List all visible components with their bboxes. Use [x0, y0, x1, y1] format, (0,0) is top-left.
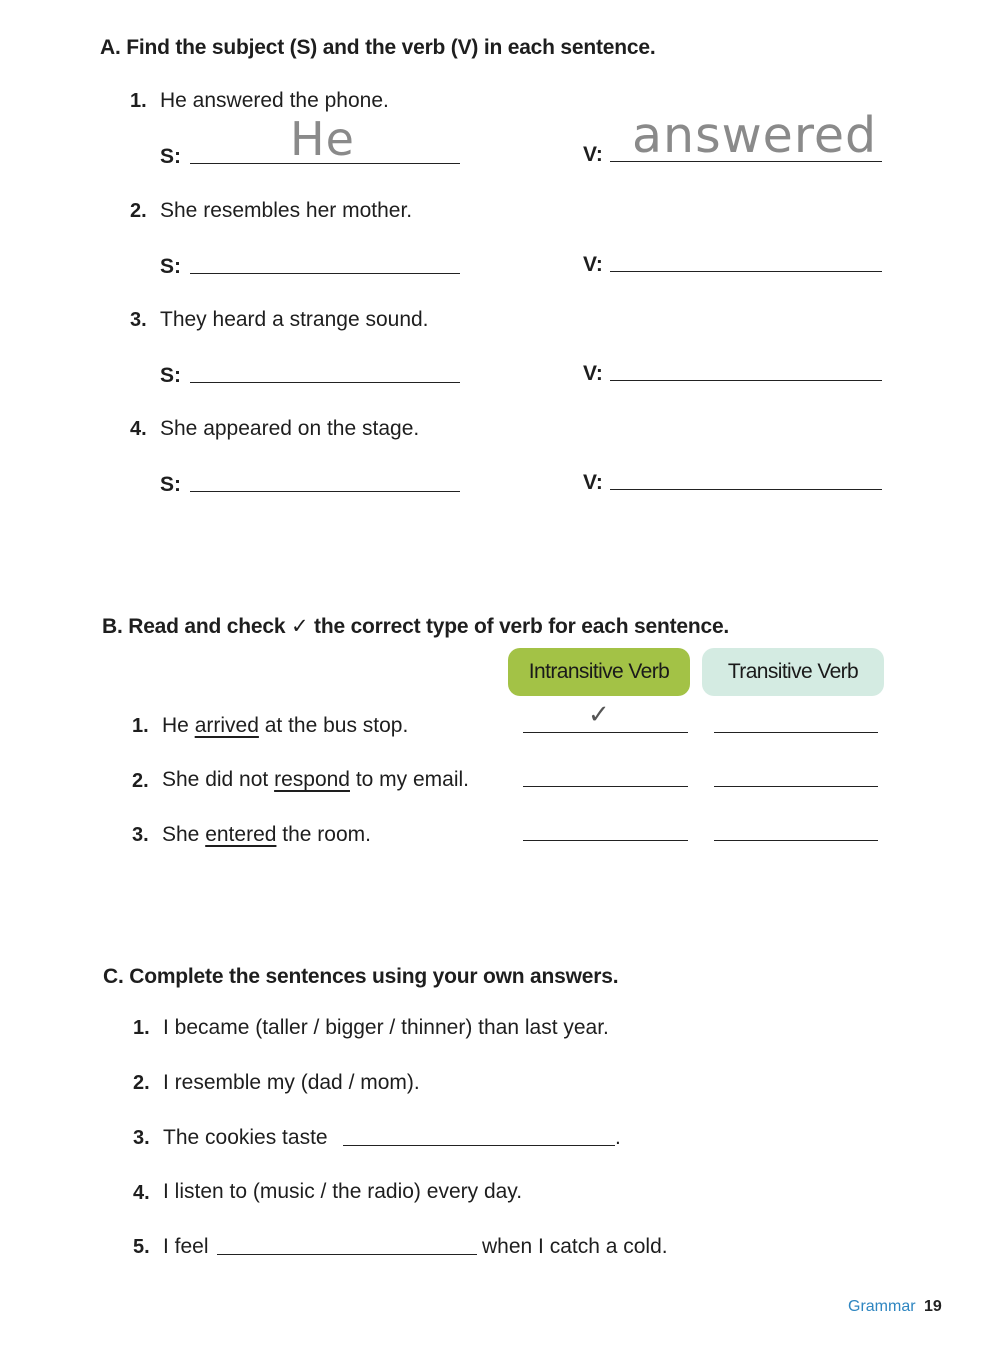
- b-item-3-text-end: the room.: [276, 823, 371, 846]
- c-item-5-text-start: I feel: [163, 1235, 209, 1258]
- c-item-3-text-end: .: [615, 1126, 621, 1149]
- c-item-1-number: 1.: [133, 1017, 150, 1039]
- intransitive-verb-label: Intransitive Verb: [528, 660, 670, 683]
- section-b-heading-end: the correct type of verb for each sentence.: [314, 615, 730, 638]
- section-b-heading-start: B. Read and check: [102, 615, 286, 638]
- a-item-1-v-label: V:: [583, 143, 603, 166]
- a-item-2-v-label: V:: [583, 253, 603, 276]
- c-item-3-number: 3.: [133, 1127, 150, 1149]
- b-item-2-number: 2.: [132, 770, 149, 792]
- a-item-4-s-answer-line[interactable]: [190, 491, 460, 492]
- c-item-4-sentence: I listen to (music / the radio) every day.: [163, 1180, 523, 1203]
- b-item-1-check-mark-icon: ✓: [588, 700, 610, 730]
- c-item-3-text-start: The cookies taste: [163, 1126, 328, 1149]
- section-c-heading: C. Complete the sentences using your own answers.: [103, 965, 619, 988]
- a-item-3-v-answer-line[interactable]: [610, 380, 882, 381]
- check-mark-icon: ✓: [290, 614, 309, 638]
- a-item-3-sentence: They heard a strange sound.: [160, 308, 429, 331]
- a-item-1-number: 1.: [130, 90, 147, 112]
- b-item-1-number: 1.: [132, 715, 149, 737]
- b-item-1-text-start: He: [162, 714, 195, 737]
- intransitive-verb-column-header: [508, 648, 690, 696]
- page-number: 19: [924, 1298, 942, 1315]
- a-item-2-sentence: She resembles her mother.: [160, 199, 413, 222]
- transitive-verb-column-header: [702, 648, 884, 696]
- a-item-1-v-answer: answered: [632, 107, 878, 164]
- b-item-2-text-end: to my email.: [349, 768, 470, 791]
- section-b-heading: [102, 614, 729, 639]
- b-item-2-text-start: She did not: [162, 768, 275, 791]
- a-item-4-number: 4.: [130, 418, 147, 440]
- b-item-3-intransitive-blank[interactable]: [523, 840, 688, 841]
- b-item-2-transitive-blank[interactable]: [714, 786, 878, 787]
- a-item-3-s-answer-line[interactable]: [190, 382, 460, 383]
- b-item-1-text-end: at the bus stop.: [258, 714, 409, 737]
- b-item-3-number: 3.: [132, 824, 149, 846]
- a-item-4-sentence: She appeared on the stage.: [160, 417, 420, 440]
- transitive-verb-label: Transitive Verb: [727, 660, 859, 683]
- a-item-4-s-label: S:: [160, 473, 181, 496]
- b-item-1-verb: arrived: [194, 714, 259, 737]
- b-item-3-sentence: [162, 823, 371, 847]
- c-item-5-answer-blank[interactable]: [217, 1254, 477, 1255]
- c-item-1-sentence: I became (taller / bigger / thinner) than last year.: [163, 1016, 609, 1039]
- a-item-1-s-label: S:: [160, 145, 181, 168]
- page-footer: [848, 1298, 942, 1316]
- b-item-1-transitive-blank[interactable]: [714, 732, 878, 733]
- a-item-1-s-answer: He: [290, 112, 355, 166]
- b-item-1-sentence: [162, 714, 408, 738]
- c-item-5-text-end: when I catch a cold.: [482, 1235, 668, 1258]
- a-item-2-v-answer-line[interactable]: [610, 271, 882, 272]
- section-a-heading: A. Find the subject (S) and the verb (V) in each sentence.: [100, 36, 656, 59]
- a-item-3-v-label: V:: [583, 362, 603, 385]
- a-item-2-number: 2.: [130, 200, 147, 222]
- a-item-4-v-answer-line[interactable]: [610, 489, 882, 490]
- footer-section-name: Grammar: [848, 1298, 916, 1315]
- c-item-2-number: 2.: [133, 1072, 150, 1094]
- b-item-3-verb: entered: [205, 823, 277, 846]
- a-item-4-v-label: V:: [583, 471, 603, 494]
- a-item-3-s-label: S:: [160, 364, 181, 387]
- c-item-4-number: 4.: [133, 1182, 150, 1204]
- b-item-1-intransitive-blank[interactable]: [523, 732, 688, 733]
- b-item-3-transitive-blank[interactable]: [714, 840, 878, 841]
- c-item-2-sentence: I resemble my (dad / mom).: [163, 1071, 420, 1094]
- c-item-3-answer-blank[interactable]: [343, 1145, 615, 1146]
- b-item-2-sentence: [162, 768, 469, 792]
- b-item-3-text-start: She: [162, 823, 206, 846]
- a-item-1-sentence: He answered the phone.: [160, 89, 389, 112]
- a-item-2-s-label: S:: [160, 255, 181, 278]
- a-item-3-number: 3.: [130, 309, 147, 331]
- c-item-5-number: 5.: [133, 1236, 150, 1258]
- b-item-2-verb: respond: [274, 768, 350, 791]
- a-item-2-s-answer-line[interactable]: [190, 273, 460, 274]
- b-item-2-intransitive-blank[interactable]: [523, 786, 688, 787]
